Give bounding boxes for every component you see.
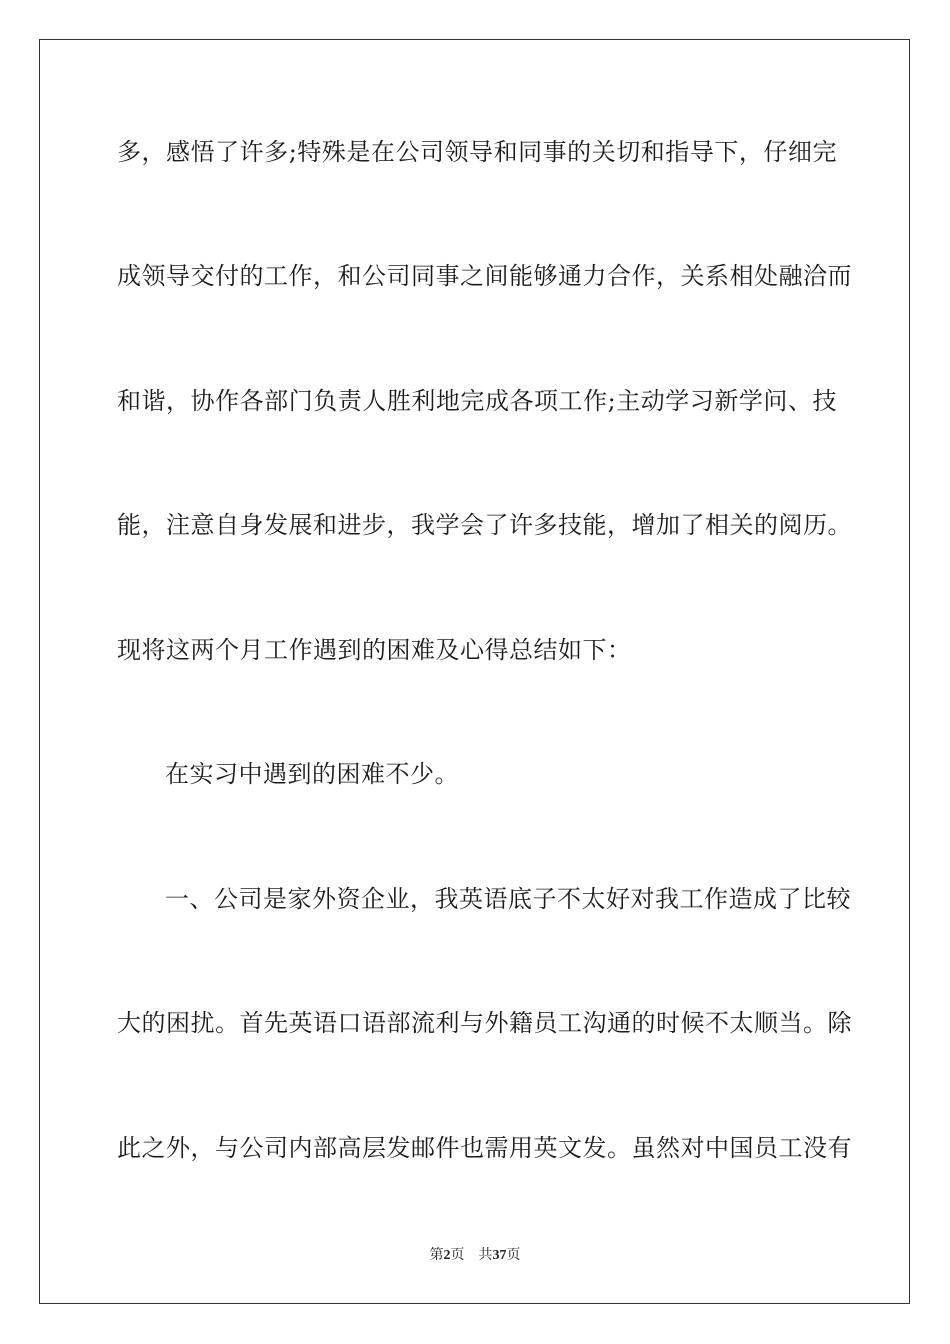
- text-line-9: 此之外，与公司内部高层发邮件也需用英文发。虽然对中国员工没有: [117, 1134, 852, 1162]
- total-suffix: 页: [506, 1247, 521, 1263]
- text-line-7: 一、公司是家外资企业，我英语底子不太好对我工作造成了比较: [165, 885, 851, 913]
- page-number: 2: [443, 1248, 451, 1263]
- total-prefix: 共: [478, 1247, 493, 1263]
- text-line-3: 和谐，协作各部门负责人胜利地完成各项工作;主动学习新学问、技: [117, 387, 837, 415]
- page-suffix: 页: [450, 1247, 465, 1263]
- text-line-5: 现将这两个月工作遇到的困难及心得总结如下：: [117, 636, 632, 664]
- text-line-1: 多，感悟了许多;特殊是在公司领导和同事的关切和指导下，仔细完: [117, 138, 837, 166]
- page-footer: [0, 1245, 950, 1266]
- text-line-8: 大的困扰。首先英语口语部流利与外籍员工沟通的时候不太顺当。除: [117, 1009, 852, 1037]
- total-pages: 37: [492, 1248, 507, 1263]
- text-line-2: 成领导交付的工作，和公司同事之间能够通力合作，关系相处融洽而: [117, 262, 852, 290]
- page-border: [39, 39, 910, 1304]
- page-prefix: 第: [429, 1247, 444, 1263]
- text-line-6: 在实习中遇到的困难不少。: [165, 760, 459, 788]
- text-line-4: 能，注意自身发展和进步，我学会了许多技能，增加了相关的阅历。: [117, 511, 852, 539]
